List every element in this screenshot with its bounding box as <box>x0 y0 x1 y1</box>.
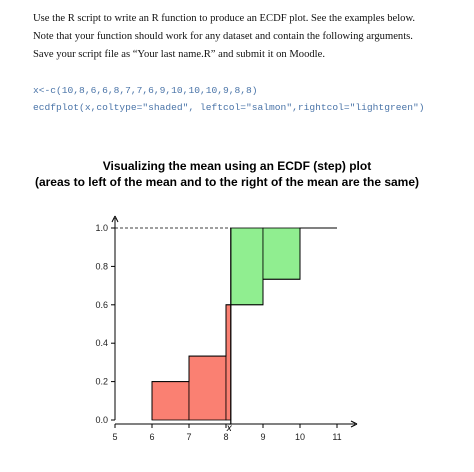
plot-area <box>95 216 357 442</box>
x-tick-label: 6 <box>149 432 155 442</box>
code-example <box>33 82 425 116</box>
y-tick-label: 0.8 <box>95 261 108 272</box>
x-tick-label: 9 <box>260 432 266 442</box>
x-tick-label: 11 <box>332 432 342 442</box>
code-line-2: ecdfplot(x,coltype="shaded", leftcol="salmon",rightcol="lightgreen") <box>33 102 425 113</box>
left-shaded-region <box>226 305 231 420</box>
left-shaded-region <box>189 356 226 420</box>
chart-title: Visualizing the mean using an ECDF (step) plot <box>102 159 372 173</box>
y-tick-label: 1.0 <box>95 223 108 233</box>
mean-label: x̄ <box>226 423 232 434</box>
right-shaded-region <box>231 228 263 305</box>
y-tick-label: 0.0 <box>95 415 108 425</box>
ecdf-chart-svg <box>0 150 474 472</box>
x-tick-label: 7 <box>186 432 192 442</box>
x-tick-label: 8 <box>223 432 229 442</box>
x-tick-label: 10 <box>294 432 306 442</box>
left-shaded-region <box>152 382 189 420</box>
y-tick-label: 0.6 <box>95 299 108 310</box>
y-tick-label: 0.4 <box>95 338 108 349</box>
right-shaded-region <box>263 228 300 279</box>
chart-subtitle: (areas to left of the mean and to the right of the mean are the same) <box>34 175 420 189</box>
instruction-line-3: Save your script file as “Your last name.R” and submit it on Moodle. <box>33 49 325 60</box>
x-tick-label: 5 <box>112 432 118 442</box>
y-tick-label: 0.2 <box>95 376 108 387</box>
code-line-1: x<-c(10,8,6,6,8,7,7,6,9,10,10,10,9,8,8) <box>33 85 258 96</box>
instruction-line-1: Use the R script to write an R function to produce an ECDF plot. See the examples below. <box>33 13 416 24</box>
ecdf-chart <box>0 150 474 472</box>
instruction-line-2: Note that your function should work for any dataset and contain the following arguments. <box>33 31 413 42</box>
instructions-text <box>33 10 463 64</box>
